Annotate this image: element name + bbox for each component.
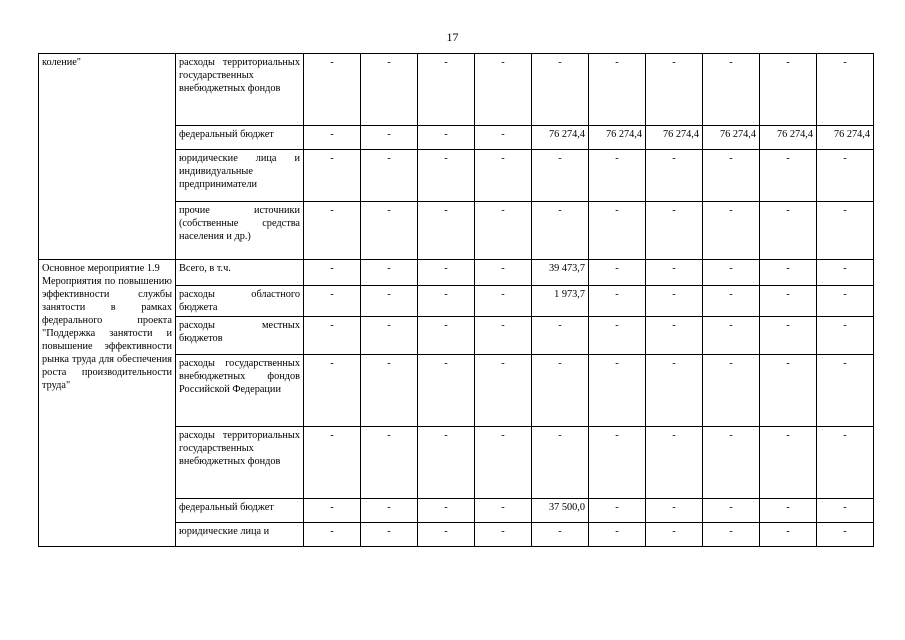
funding-source-cell: федеральный бюджет bbox=[176, 126, 304, 150]
value-cell: - bbox=[703, 150, 760, 202]
value-cell: - bbox=[418, 317, 475, 355]
value-cell: - bbox=[361, 427, 418, 499]
value-cell: - bbox=[703, 427, 760, 499]
value-cell: - bbox=[703, 499, 760, 523]
value-cell: - bbox=[532, 202, 589, 260]
value-cell: - bbox=[646, 54, 703, 126]
value-cell: - bbox=[532, 317, 589, 355]
value-cell: - bbox=[760, 286, 817, 317]
value-cell: - bbox=[475, 317, 532, 355]
value-cell: - bbox=[304, 286, 361, 317]
value-cell: - bbox=[817, 317, 874, 355]
value-cell: 76 274,4 bbox=[589, 126, 646, 150]
value-cell: - bbox=[703, 355, 760, 427]
activity-text: Мероприятия по повышению эффективности службы занятости в рамках федерального проекта "Поддержка занятости и повышение эффективности рынка труда для обеспечения роста производительности труда" bbox=[42, 276, 172, 391]
value-cell: - bbox=[304, 54, 361, 126]
value-cell: - bbox=[589, 54, 646, 126]
value-cell: - bbox=[304, 499, 361, 523]
activity-cell bbox=[39, 54, 176, 260]
value-cell: - bbox=[475, 355, 532, 427]
value-cell: - bbox=[646, 150, 703, 202]
value-cell: - bbox=[817, 202, 874, 260]
value-cell: - bbox=[475, 54, 532, 126]
value-cell: - bbox=[418, 499, 475, 523]
value-cell: - bbox=[646, 202, 703, 260]
funding-source-cell: Всего, в т.ч. bbox=[176, 260, 304, 286]
value-cell: - bbox=[361, 54, 418, 126]
value-cell: - bbox=[532, 427, 589, 499]
value-cell: 76 274,4 bbox=[532, 126, 589, 150]
value-cell: - bbox=[361, 202, 418, 260]
value-cell: - bbox=[817, 523, 874, 547]
value-cell: 76 274,4 bbox=[703, 126, 760, 150]
value-cell: - bbox=[475, 286, 532, 317]
value-cell: - bbox=[361, 286, 418, 317]
value-cell: - bbox=[475, 202, 532, 260]
value-cell: - bbox=[646, 286, 703, 317]
value-cell: - bbox=[418, 260, 475, 286]
value-cell: - bbox=[589, 523, 646, 547]
value-cell: - bbox=[361, 523, 418, 547]
value-cell: - bbox=[817, 499, 874, 523]
value-cell: - bbox=[304, 260, 361, 286]
value-cell: - bbox=[475, 260, 532, 286]
value-cell: - bbox=[760, 202, 817, 260]
funding-source-cell: прочие источники (собственные средства населения и др.) bbox=[176, 202, 304, 260]
page-number: 17 bbox=[446, 30, 459, 44]
value-cell: - bbox=[304, 317, 361, 355]
value-cell: - bbox=[361, 317, 418, 355]
value-cell: - bbox=[760, 317, 817, 355]
value-cell: - bbox=[361, 126, 418, 150]
value-cell: - bbox=[817, 355, 874, 427]
funding-source-cell: расходы государственных внебюджетных фондов Российской Федерации bbox=[176, 355, 304, 427]
value-cell: - bbox=[703, 54, 760, 126]
value-cell: - bbox=[589, 499, 646, 523]
value-cell: - bbox=[475, 427, 532, 499]
funding-source-cell: юридические лица и индивидуальные предприниматели bbox=[176, 150, 304, 202]
value-cell: - bbox=[304, 150, 361, 202]
activity-cell bbox=[39, 260, 176, 547]
value-cell: - bbox=[589, 427, 646, 499]
value-cell: 76 274,4 bbox=[646, 126, 703, 150]
activity-text: Основное мероприятие 1.9 bbox=[42, 263, 160, 274]
value-cell: - bbox=[703, 523, 760, 547]
value-cell: - bbox=[418, 126, 475, 150]
value-cell: - bbox=[703, 260, 760, 286]
value-cell: - bbox=[646, 317, 703, 355]
funding-source-cell: расходы местных бюджетов bbox=[176, 317, 304, 355]
value-cell: - bbox=[361, 355, 418, 427]
value-cell: - bbox=[760, 150, 817, 202]
funding-table-body bbox=[39, 54, 874, 547]
value-cell: - bbox=[646, 355, 703, 427]
value-cell: - bbox=[760, 523, 817, 547]
funding-source-cell: расходы территориальных государственных внебюджетных фондов bbox=[176, 54, 304, 126]
value-cell: - bbox=[760, 355, 817, 427]
value-cell: - bbox=[475, 126, 532, 150]
value-cell: - bbox=[361, 260, 418, 286]
value-cell: - bbox=[589, 260, 646, 286]
value-cell: - bbox=[418, 427, 475, 499]
activity-text: коление" bbox=[42, 57, 81, 68]
value-cell: - bbox=[703, 286, 760, 317]
value-cell: 76 274,4 bbox=[817, 126, 874, 150]
value-cell: - bbox=[361, 499, 418, 523]
table-row bbox=[39, 54, 874, 126]
value-cell: - bbox=[361, 150, 418, 202]
value-cell: - bbox=[589, 202, 646, 260]
value-cell: - bbox=[646, 260, 703, 286]
value-cell: - bbox=[304, 427, 361, 499]
value-cell: - bbox=[532, 523, 589, 547]
value-cell: - bbox=[760, 260, 817, 286]
value-cell: - bbox=[817, 260, 874, 286]
value-cell: 76 274,4 bbox=[760, 126, 817, 150]
value-cell: - bbox=[646, 427, 703, 499]
value-cell: - bbox=[646, 499, 703, 523]
value-cell: - bbox=[817, 150, 874, 202]
value-cell: 39 473,7 bbox=[532, 260, 589, 286]
value-cell: - bbox=[817, 427, 874, 499]
value-cell: - bbox=[418, 286, 475, 317]
value-cell: - bbox=[418, 54, 475, 126]
value-cell: - bbox=[760, 427, 817, 499]
value-cell: - bbox=[304, 523, 361, 547]
value-cell: 37 500,0 bbox=[532, 499, 589, 523]
value-cell: - bbox=[589, 150, 646, 202]
value-cell: - bbox=[418, 355, 475, 427]
value-cell: - bbox=[418, 150, 475, 202]
value-cell: - bbox=[304, 202, 361, 260]
funding-source-cell: юридические лица и bbox=[176, 523, 304, 547]
funding-source-cell: расходы территориальных государственных внебюджетных фондов bbox=[176, 427, 304, 499]
value-cell: - bbox=[589, 317, 646, 355]
funding-source-cell: расходы областного бюджета bbox=[176, 286, 304, 317]
value-cell: - bbox=[418, 202, 475, 260]
value-cell: - bbox=[475, 499, 532, 523]
value-cell: 1 973,7 bbox=[532, 286, 589, 317]
value-cell: - bbox=[589, 355, 646, 427]
value-cell: - bbox=[304, 355, 361, 427]
value-cell: - bbox=[418, 523, 475, 547]
value-cell: - bbox=[646, 523, 703, 547]
value-cell: - bbox=[532, 355, 589, 427]
funding-table bbox=[38, 53, 874, 547]
value-cell: - bbox=[475, 523, 532, 547]
value-cell: - bbox=[703, 202, 760, 260]
table-row bbox=[39, 260, 874, 286]
value-cell: - bbox=[817, 54, 874, 126]
value-cell: - bbox=[532, 54, 589, 126]
value-cell: - bbox=[589, 286, 646, 317]
funding-source-cell: федеральный бюджет bbox=[176, 499, 304, 523]
value-cell: - bbox=[703, 317, 760, 355]
value-cell: - bbox=[304, 126, 361, 150]
value-cell: - bbox=[760, 54, 817, 126]
value-cell: - bbox=[817, 286, 874, 317]
value-cell: - bbox=[475, 150, 532, 202]
value-cell: - bbox=[532, 150, 589, 202]
value-cell: - bbox=[760, 499, 817, 523]
